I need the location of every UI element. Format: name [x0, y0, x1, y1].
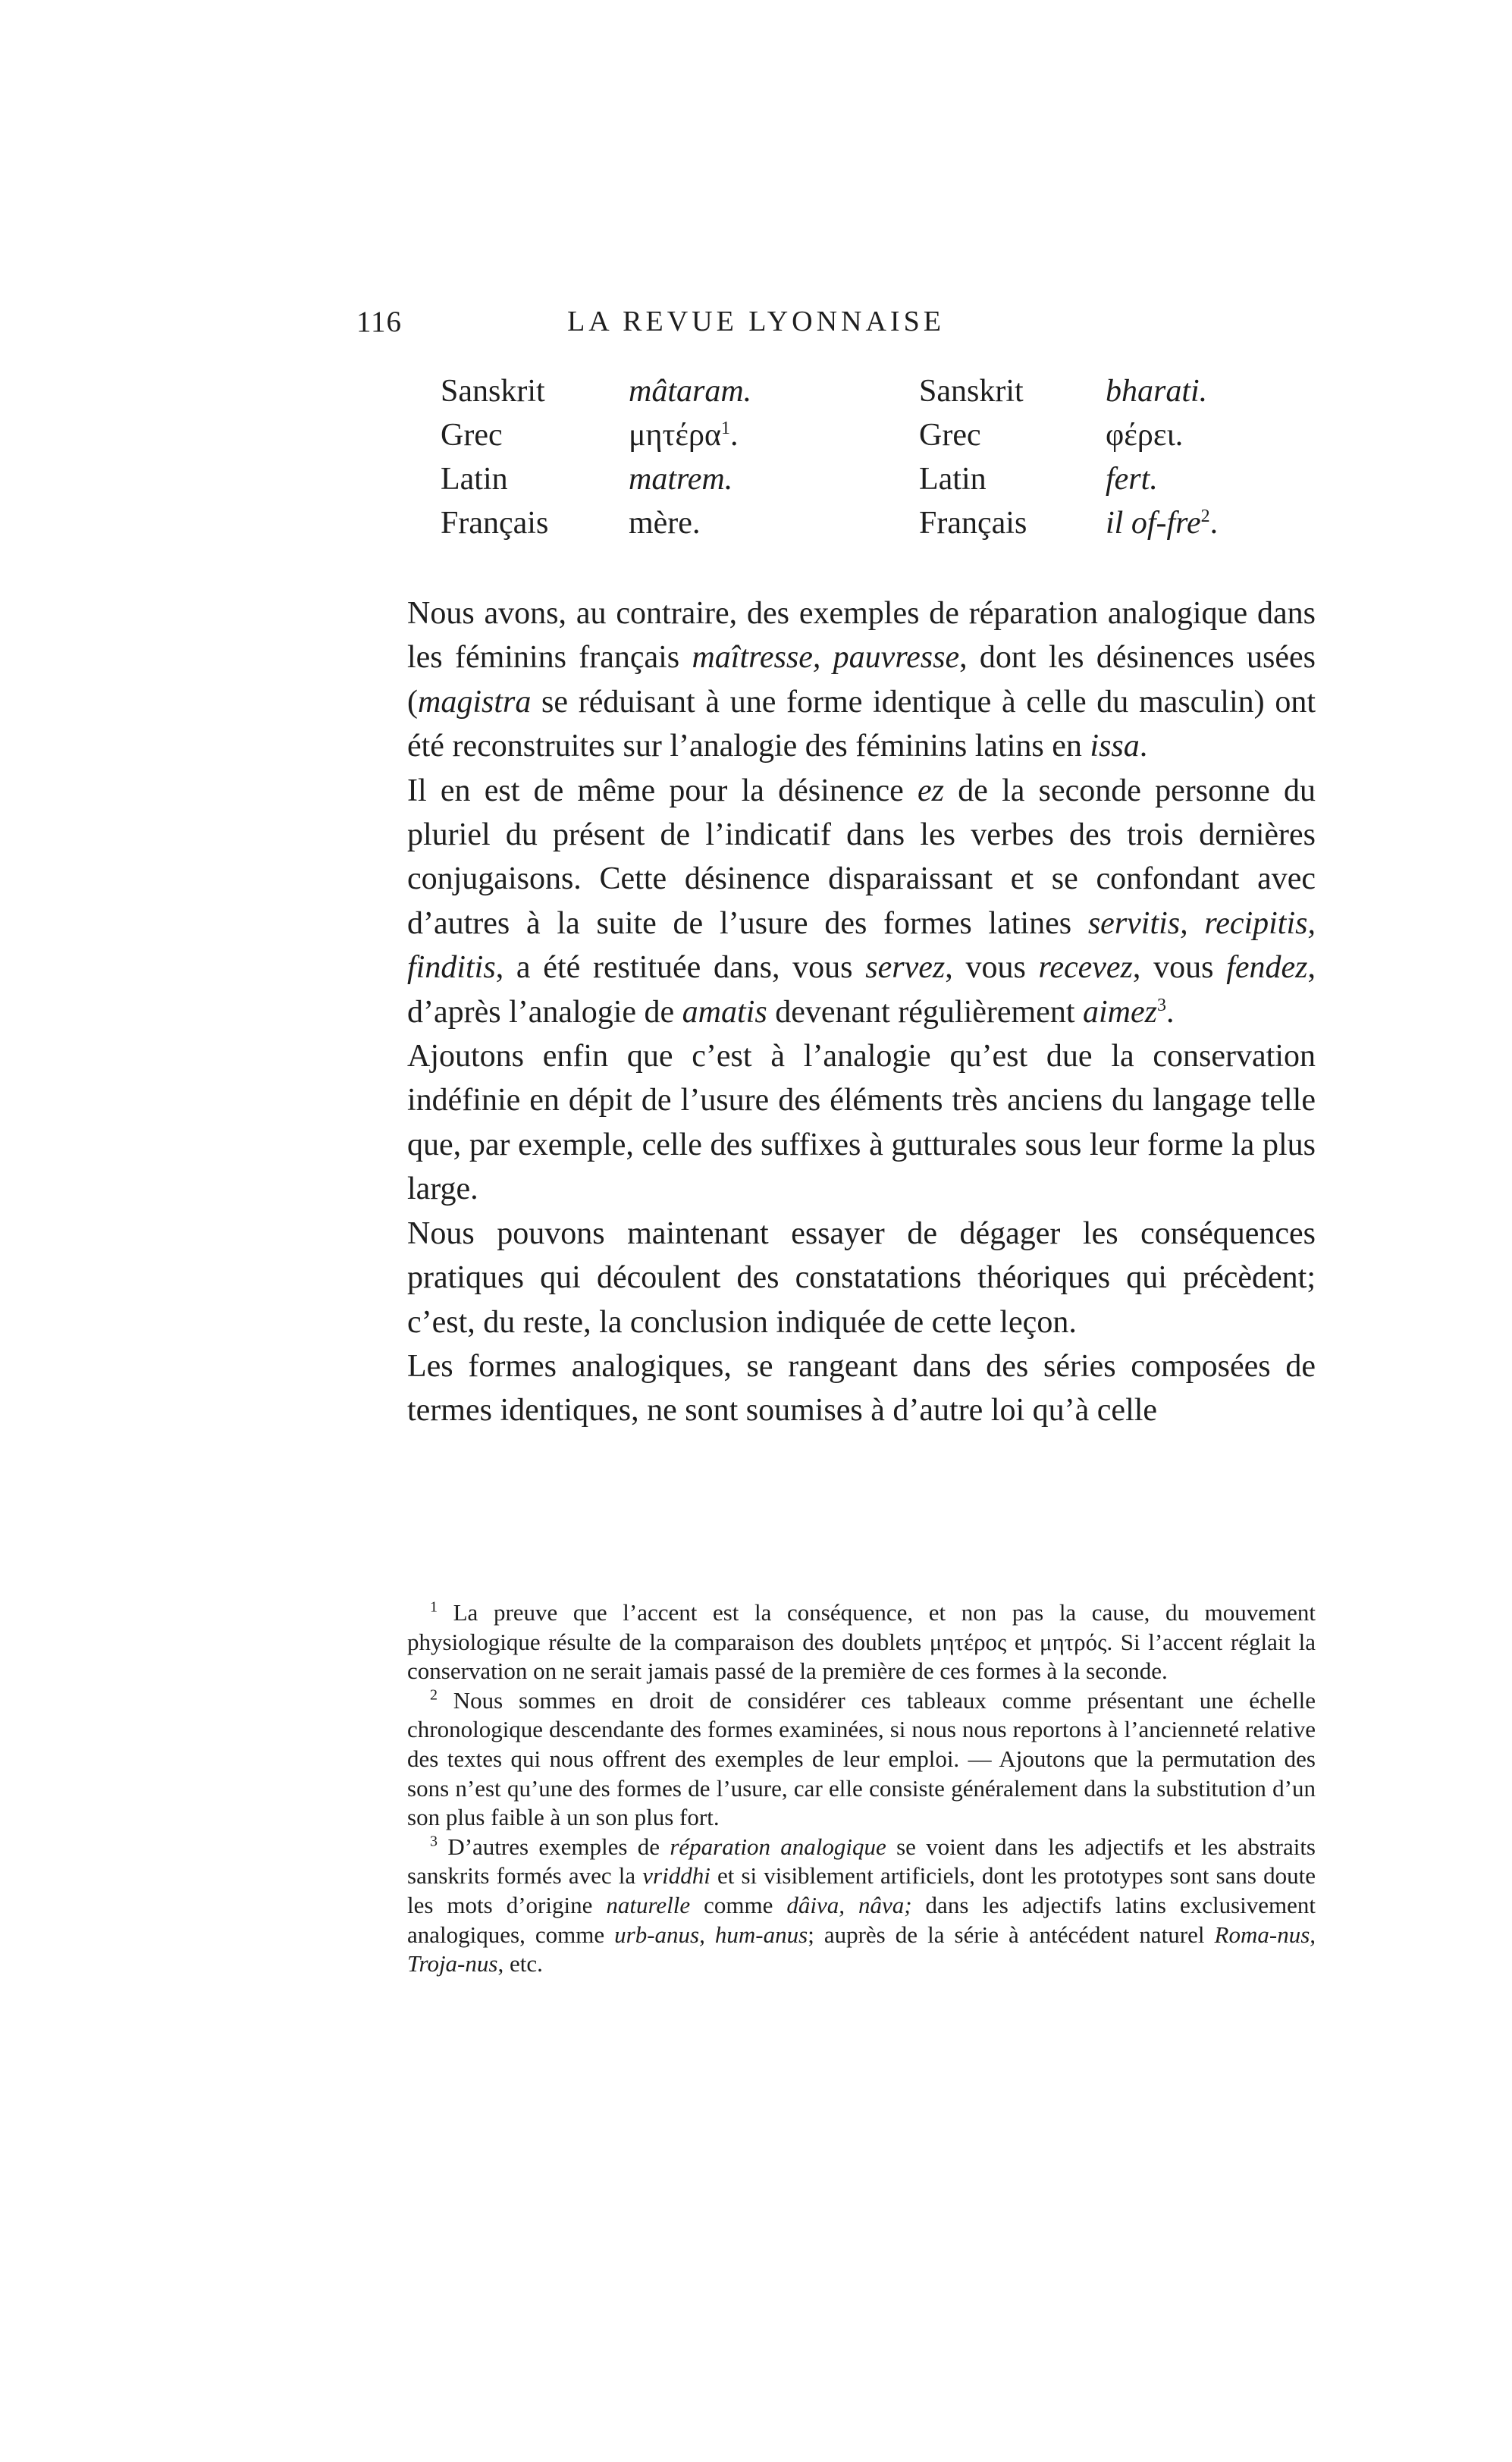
punctuation: .	[1209, 506, 1219, 541]
greek-word: μητρός	[1039, 1628, 1107, 1655]
italic-text: fendez	[1226, 950, 1308, 986]
punctuation: .	[729, 418, 739, 453]
italic-text: naturelle	[606, 1891, 691, 1918]
language-label: Français	[919, 506, 1027, 541]
footnote-mark: 1	[430, 1598, 438, 1616]
footnote	[407, 1686, 1316, 1833]
text: . Si l’accent réglait la conservation on ne serait jamais passé de la première de ces formes à la seconde.	[407, 1628, 1316, 1685]
text: Nous avons, au contraire, des exemples de réparation analogique dans les féminins français	[407, 596, 1316, 676]
language-label: Sanskrit	[919, 374, 1024, 409]
paragraph: Les formes analogiques, se rangeant dans des séries composées de termes identiques, ne sont soumises à d’autre loi qu’à celle	[407, 1348, 1316, 1429]
text: et	[1006, 1628, 1040, 1655]
text: dans les adjectifs latins exclusivement analogiques, comme	[407, 1891, 1316, 1948]
italic-text: servez	[865, 950, 946, 986]
text: , dont les désinences usées (	[407, 640, 1316, 720]
text: .	[1166, 994, 1175, 1030]
language-label: Grec	[919, 418, 981, 453]
italic-text: vriddhi	[642, 1862, 711, 1890]
text: ; auprès de la série à antécédent naturel	[808, 1921, 1215, 1948]
paragraph	[407, 591, 1316, 769]
footnote-ref: 2	[1200, 507, 1210, 526]
italic-text: ez	[917, 773, 944, 808]
text: de la seconde personne du pluriel du présent de l’indicatif dans les verbes des trois dernières conjugaisons. Cette désinence disparaissant et se confondant avec d’autres à la suite de l’usure des formes latines	[407, 773, 1316, 941]
italic-text: servitis, recipitis, finditis	[407, 905, 1316, 986]
text: , vous	[1132, 950, 1227, 986]
word-form: fert.	[1106, 462, 1158, 497]
italic-text: amatis	[682, 994, 767, 1030]
footnote	[407, 1833, 1316, 1979]
greek-word: μητέρα	[629, 418, 721, 453]
text: , d’après l’analogie de	[407, 950, 1316, 1030]
language-label: Latin	[441, 462, 508, 497]
italic-text: dâiva, nâva;	[786, 1891, 912, 1918]
paragraph	[407, 769, 1316, 1034]
word: il of-fre	[1106, 506, 1201, 541]
word-form: bharati.	[1106, 374, 1208, 409]
text: se voient dans les adjectifs et les abstraits sanskrits formés avec la	[407, 1833, 1316, 1890]
text: et si visiblement artificiels, dont les prototypes sont sans doute les mots d’origine	[407, 1862, 1316, 1918]
italic-text: réparation analogique	[670, 1833, 886, 1860]
word-form: matrem.	[629, 462, 733, 497]
text: Nous sommes en droit de considérer ces tableaux comme présentant une échelle chronologique descendante des formes examinées, si nous nous reportons à l’ancienneté relative des textes qui nous offrent des exemples de leur emploi. — Ajoutons que la permutation des sons n’est qu’une des formes de l’usure, car elle consiste généralement dans la substitution d’un son plus faible à un son plus fort.	[407, 1686, 1316, 1831]
running-title: LA REVUE LYONNAISE	[567, 306, 945, 337]
text: , etc.	[497, 1950, 543, 1977]
language-label: Latin	[919, 462, 987, 497]
language-label: Grec	[441, 418, 503, 453]
italic-text: magistra	[418, 684, 532, 720]
footnotes	[407, 1598, 1316, 1979]
footnote-ref: 3	[1157, 995, 1166, 1015]
word-form: mère.	[629, 506, 701, 541]
page-number: 116	[356, 306, 403, 338]
text: , vous	[945, 950, 1039, 986]
paragraph: Nous pouvons maintenant essayer de dégager les conséquences pratiques qui découlent des constatations théoriques qui précèdent; c’est, du reste, la conclusion indiquée de cette leçon.	[407, 1215, 1316, 1340]
paragraph: Ajoutons enfin que c’est à l’analogie qu’est due la conservation indéfinie en dépit de l’usure des éléments très anciens du langage telle que, par exemple, celle des suffixes à gutturales sous leur forme la plus large.	[407, 1039, 1316, 1207]
italic-text: Roma-nus, Troja-nus	[407, 1921, 1316, 1977]
footnote-mark: 3	[430, 1833, 438, 1850]
italic-text: maîtresse, pauvresse	[692, 640, 960, 676]
word-form: mâtaram.	[629, 374, 752, 409]
italic-text: urb-anus, hum-anus	[614, 1921, 808, 1948]
text: se réduisant à une forme identique à celle du masculin) ont été reconstruites sur l’analogie des féminins latins en	[407, 684, 1316, 764]
body-text	[407, 591, 1316, 1433]
language-label: Sanskrit	[441, 374, 545, 409]
text: .	[1139, 729, 1148, 764]
text: devenant régulièrement	[767, 994, 1083, 1030]
language-label: Français	[441, 506, 549, 541]
greek-word: μητέρος	[929, 1628, 1007, 1655]
italic-text: issa	[1090, 729, 1140, 764]
word-form: φέρει.	[1106, 418, 1184, 453]
footnote-ref: 1	[720, 419, 730, 438]
footnote-mark: 2	[430, 1686, 438, 1704]
text: , a été restituée dans, vous	[495, 950, 866, 986]
text: D’autres exemples de	[447, 1833, 670, 1860]
text: Il en est de même pour la désinence	[407, 773, 918, 808]
word-form	[629, 417, 738, 453]
italic-text: aimez	[1083, 994, 1157, 1030]
italic-text: recevez	[1038, 950, 1133, 986]
footnote	[407, 1598, 1316, 1686]
word-form	[1106, 505, 1218, 541]
text: La preuve que l’accent est la conséquence, et non pas la cause, du mouvement physiologique résulte de la comparaison des doublets	[407, 1599, 1316, 1655]
text: comme	[690, 1891, 787, 1918]
